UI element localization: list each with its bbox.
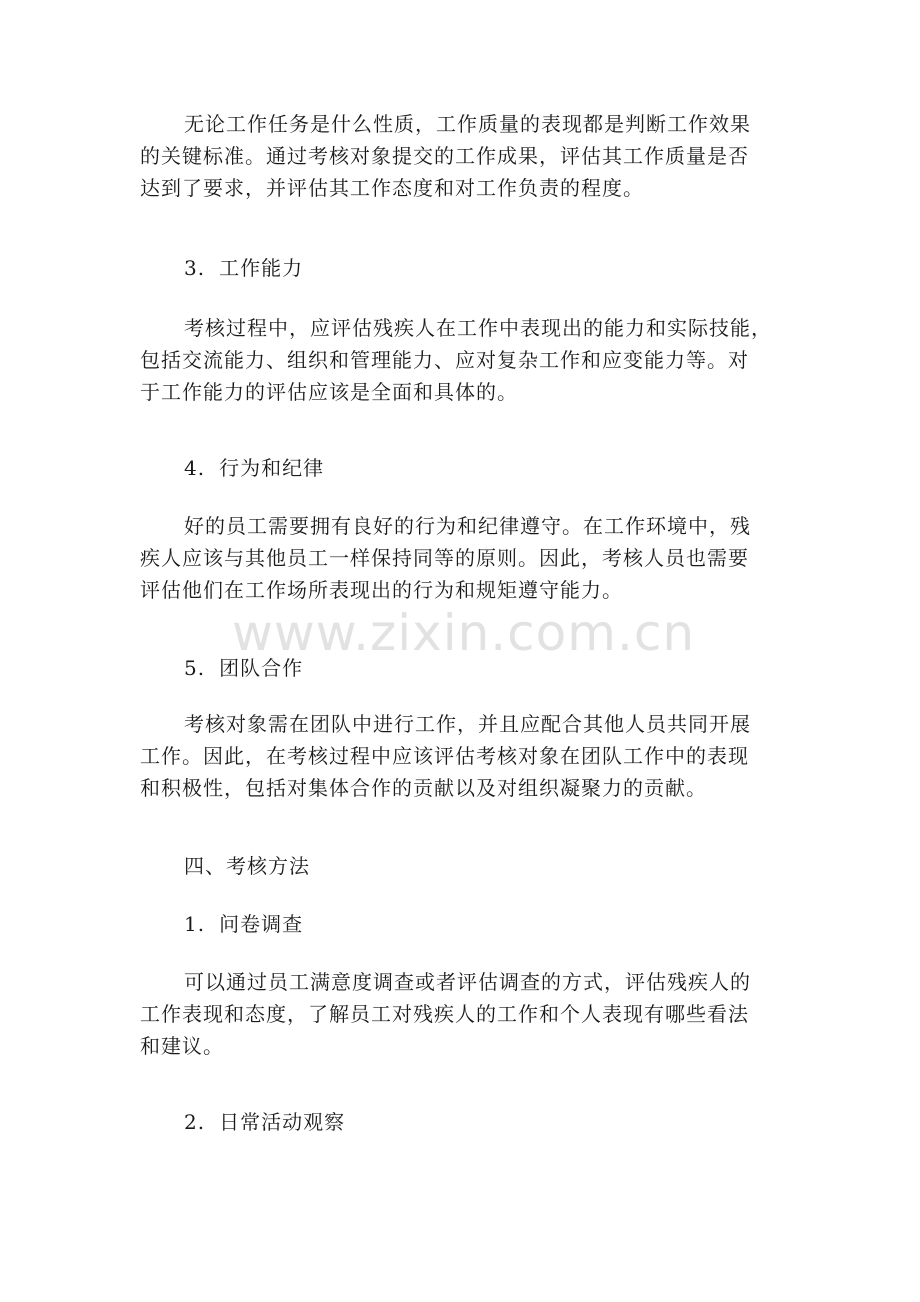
- text-line: 疾人应该与其他员工一样保持同等的原则。因此，考核人员也需要: [140, 546, 749, 570]
- text-line: 评估他们在工作场所表现出的行为和规矩遵守能力。: [140, 578, 623, 602]
- heading-assessment-methods: [184, 850, 310, 882]
- heading-text: 团队合作: [219, 656, 304, 680]
- text-line: 可以通过员工满意度调查或者评估调查的方式，评估残疾人的: [184, 970, 751, 994]
- heading-text: 日常活动观察: [219, 1110, 346, 1134]
- heading-teamwork: [184, 652, 303, 684]
- paragraph-behavior-discipline: [140, 510, 780, 606]
- text-line: 好的员工需要拥有良好的行为和纪律遵守。在工作环境中，残: [184, 514, 751, 538]
- heading-text: 四、考核方法: [184, 854, 310, 878]
- heading-daily-observation: [184, 1106, 345, 1138]
- watermark-text: www.zixin.com.cn: [232, 604, 696, 662]
- paragraph-work-quality: [140, 108, 780, 204]
- text-line: 工作。因此，在考核过程中应该评估考核对象在团队工作中的表现: [140, 744, 749, 768]
- text-line: 工作表现和态度，了解员工对残疾人的工作和个人表现有哪些看法: [140, 1002, 749, 1026]
- heading-number: 5.: [184, 656, 206, 680]
- heading-text: 问卷调查: [219, 912, 304, 936]
- text-line: 和积极性，包括对集体合作的贡献以及对组织凝聚力的贡献。: [140, 776, 707, 800]
- heading-text: 行为和纪律: [219, 456, 325, 480]
- heading-number: 2.: [184, 1110, 206, 1134]
- heading-number: 1.: [184, 912, 206, 936]
- text-line: 和建议。: [140, 1034, 224, 1058]
- text-line: 包括交流能力、组织和管理能力、应对复杂工作和应变能力等。对: [140, 348, 749, 372]
- paragraph-teamwork: [140, 708, 780, 804]
- paragraph-work-ability: [140, 312, 780, 408]
- text-line: 的关键标准。通过考核对象提交的工作成果，评估其工作质量是否: [140, 144, 749, 168]
- text-line: 无论工作任务是什么性质，工作质量的表现都是判断工作效果: [184, 112, 751, 136]
- text-line: 于工作能力的评估应该是全面和具体的。: [140, 380, 518, 404]
- heading-questionnaire: [184, 908, 303, 940]
- heading-number: 4.: [184, 456, 206, 480]
- heading-behavior-discipline: [184, 452, 324, 484]
- heading-work-ability: [184, 252, 303, 284]
- heading-number: 3.: [184, 256, 206, 280]
- heading-text: 工作能力: [219, 256, 304, 280]
- paragraph-questionnaire: [140, 966, 780, 1062]
- text-line: 达到了要求，并评估其工作态度和对工作负责的程度。: [140, 176, 644, 200]
- text-line: 考核对象需在团队中进行工作，并且应配合其他人员共同开展: [184, 712, 751, 736]
- text-line: 考核过程中，应评估残疾人在工作中表现出的能力和实际技能，: [184, 316, 772, 340]
